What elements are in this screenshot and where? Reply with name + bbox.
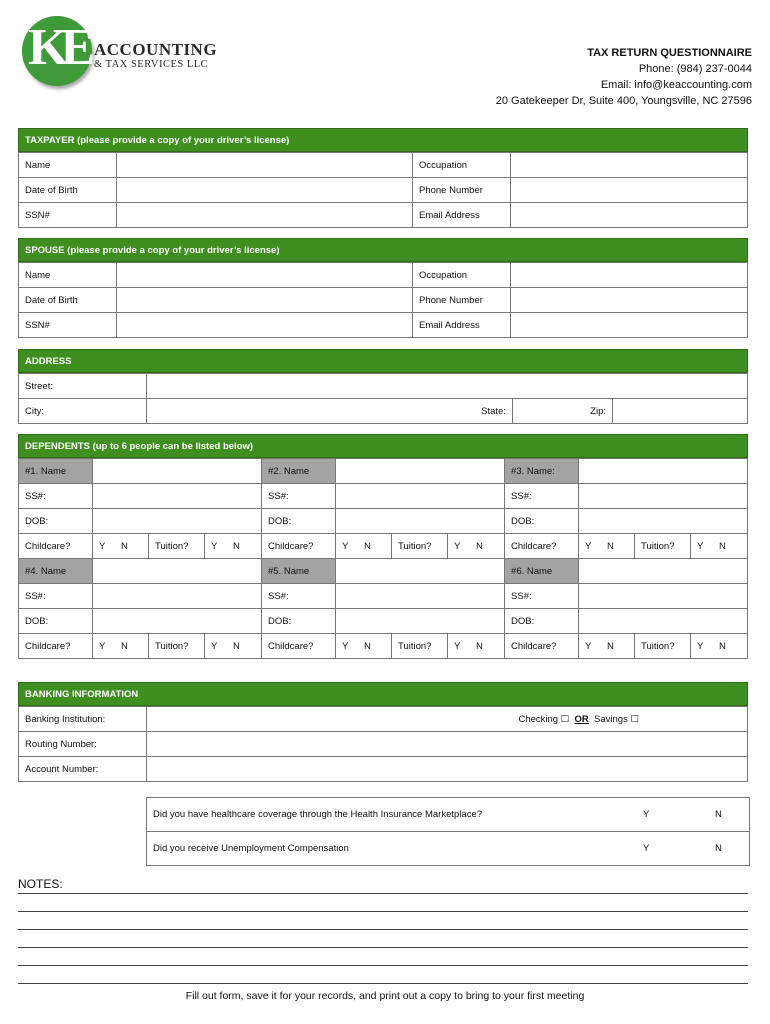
childcare-yn[interactable]: [579, 534, 635, 559]
tuition-yn[interactable]: [448, 634, 505, 659]
spouse-dob-label: Date of Birth: [19, 288, 117, 313]
no-option[interactable]: N: [607, 640, 614, 652]
taxpayer-heading: TAXPAYER (please provide a copy of your driver’s license): [18, 128, 748, 152]
tuition-label: Tuition?: [635, 634, 691, 659]
dependent-dob-row: [19, 609, 748, 634]
childcare-label: Childcare?: [19, 534, 93, 559]
dependent-name-field[interactable]: [336, 459, 505, 484]
dependent-dob-field[interactable]: [579, 609, 748, 634]
tuition-yn[interactable]: [448, 534, 505, 559]
taxpayer-dob-label: Date of Birth: [19, 178, 117, 203]
notes-label: NOTES:: [18, 877, 63, 891]
dependent-name-label: #1. Name: [19, 459, 93, 484]
no-option[interactable]: N: [719, 640, 726, 652]
city-field[interactable]: [147, 399, 513, 424]
dependent-name-label: #2. Name: [262, 459, 336, 484]
childcare-label: Childcare?: [262, 634, 336, 659]
childcare-yn[interactable]: [336, 534, 392, 559]
spouse-phone-field[interactable]: [511, 288, 748, 313]
taxpayer-email-label: Email Address: [413, 203, 511, 228]
taxpayer-occupation-field[interactable]: [511, 153, 748, 178]
city-label: City:: [19, 399, 147, 424]
no-option[interactable]: N: [121, 640, 128, 652]
notes-line[interactable]: [18, 930, 748, 948]
dependent-name-field[interactable]: [579, 459, 748, 484]
spouse-section: [18, 238, 748, 338]
no-option[interactable]: N: [607, 540, 614, 552]
email-text: Email: info@keaccounting.com: [600, 79, 752, 91]
childcare-yn[interactable]: [336, 634, 392, 659]
banking-institution-label: Banking Institution:: [19, 707, 147, 732]
dependent-ss-field[interactable]: [579, 484, 748, 509]
address-text: 20 Gatekeeper Dr, Suite 400, Youngsville, NC 27596: [495, 95, 752, 107]
questions-box: [146, 797, 750, 866]
childcare-label: Childcare?: [262, 534, 336, 559]
notes-line[interactable]: [18, 912, 748, 930]
account-number-field[interactable]: [147, 757, 748, 782]
dependent-name-row: [19, 459, 748, 484]
no-option[interactable]: N: [476, 540, 483, 552]
dependent-care-row: [19, 634, 748, 659]
dependent-ss-label: SS#:: [505, 584, 579, 609]
zip-label: Zip:: [590, 405, 606, 417]
dependent-dob-label: DOB:: [262, 609, 336, 634]
notes-line[interactable]: [18, 948, 748, 966]
yes-option[interactable]: Y: [697, 640, 704, 652]
dependent-dob-label: DOB:: [262, 509, 336, 534]
dependent-ss-label: SS#:: [262, 584, 336, 609]
dependent-dob-label: DOB:: [505, 609, 579, 634]
banking-section: [18, 682, 748, 782]
routing-number-field[interactable]: [147, 732, 748, 757]
dependent-name-field[interactable]: [579, 559, 748, 584]
spouse-table: [18, 262, 748, 338]
dependent-dob-field[interactable]: [579, 509, 748, 534]
banking-table: [18, 706, 748, 782]
state-label: State:: [481, 405, 506, 417]
no-option[interactable]: N: [233, 540, 240, 552]
childcare-yn[interactable]: [579, 634, 635, 659]
yes-option[interactable]: Y: [211, 540, 218, 552]
yes-option[interactable]: Y: [585, 540, 592, 552]
phone-text: Phone: (984) 237-0044: [638, 63, 752, 75]
dependent-ss-label: SS#:: [19, 584, 93, 609]
dependent-dob-field[interactable]: [336, 609, 505, 634]
address-table: [18, 373, 748, 424]
dependent-dob-field[interactable]: [93, 609, 262, 634]
question-row: [147, 832, 749, 865]
yes-option[interactable]: Y: [342, 640, 349, 652]
tuition-yn[interactable]: [205, 634, 262, 659]
dependent-ss-label: SS#:: [505, 484, 579, 509]
dependents-table: [18, 458, 748, 659]
dependent-ss-field[interactable]: [336, 584, 505, 609]
form-title: TAX RETURN QUESTIONNAIRE: [587, 47, 752, 59]
dependent-ss-row: [19, 484, 748, 509]
yes-option[interactable]: Y: [585, 640, 592, 652]
tuition-label: Tuition?: [392, 534, 448, 559]
dependent-name-label: #6. Name: [505, 559, 579, 584]
spouse-name-label: Name: [19, 263, 117, 288]
dependent-dob-field[interactable]: [93, 509, 262, 534]
yes-option[interactable]: Y: [99, 540, 106, 552]
taxpayer-email-field[interactable]: [511, 203, 748, 228]
dependent-ss-row: [19, 584, 748, 609]
taxpayer-ssn-label: SSN#: [19, 203, 117, 228]
spouse-phone-label: Phone Number: [413, 288, 511, 313]
dependent-dob-label: DOB:: [19, 509, 93, 534]
taxpayer-occupation-label: Occupation: [413, 153, 511, 178]
spouse-email-field[interactable]: [511, 313, 748, 338]
notes-line[interactable]: [18, 894, 748, 912]
childcare-label: Childcare?: [505, 534, 579, 559]
dependent-dob-row: [19, 509, 748, 534]
address-heading: ADDRESS: [18, 349, 748, 373]
dependent-ss-field[interactable]: [579, 584, 748, 609]
no-option[interactable]: N: [121, 540, 128, 552]
taxpayer-ssn-field[interactable]: [117, 203, 413, 228]
dependent-ss-field[interactable]: [93, 584, 262, 609]
childcare-yn[interactable]: [93, 534, 149, 559]
spouse-heading: SPOUSE (please provide a copy of your driver’s license): [18, 238, 748, 262]
dependent-name-row: [19, 559, 748, 584]
no-option[interactable]: N: [715, 809, 722, 820]
logo-line2: & TAX SERVICES LLC: [94, 59, 209, 70]
yes-option[interactable]: Y: [342, 540, 349, 552]
checking-checkbox[interactable]: Checking ☐: [518, 713, 570, 725]
company-logo: [22, 16, 218, 98]
dependent-name-label: #5. Name: [262, 559, 336, 584]
dependent-ss-field[interactable]: [93, 484, 262, 509]
tuition-label: Tuition?: [635, 534, 691, 559]
dependent-name-field[interactable]: [93, 459, 262, 484]
or-text: OR: [574, 713, 589, 725]
yes-option[interactable]: Y: [454, 640, 461, 652]
banking-heading: BANKING INFORMATION: [18, 682, 748, 706]
savings-checkbox[interactable]: Savings ☐: [594, 713, 639, 725]
address-section: [18, 349, 748, 424]
zip-field[interactable]: [613, 399, 748, 424]
childcare-label: Childcare?: [19, 634, 93, 659]
tuition-label: Tuition?: [392, 634, 448, 659]
yes-option[interactable]: Y: [643, 809, 650, 820]
yes-option[interactable]: Y: [643, 843, 650, 854]
tuition-label: Tuition?: [149, 634, 205, 659]
dependent-ss-label: SS#:: [19, 484, 93, 509]
spouse-occupation-label: Occupation: [413, 263, 511, 288]
question-row: [147, 798, 749, 832]
no-option[interactable]: N: [719, 540, 726, 552]
street-label: Street:: [19, 374, 147, 399]
question-text: Did you have healthcare coverage through the Health Insurance Marketplace?: [153, 809, 483, 820]
yes-option[interactable]: Y: [454, 540, 461, 552]
state-field[interactable]: [513, 399, 613, 424]
routing-number-label: Routing Number:: [19, 732, 147, 757]
taxpayer-name-field[interactable]: [117, 153, 413, 178]
dependent-dob-label: DOB:: [19, 609, 93, 634]
taxpayer-phone-field[interactable]: [511, 178, 748, 203]
logo-line1: ACCOUNTING: [94, 40, 218, 59]
spouse-ssn-field[interactable]: [117, 313, 413, 338]
dependent-dob-field[interactable]: [336, 509, 505, 534]
yes-option[interactable]: Y: [99, 640, 106, 652]
dependent-name-label: #4. Name: [19, 559, 93, 584]
dependent-name-field[interactable]: [93, 559, 262, 584]
spouse-name-field[interactable]: [117, 263, 413, 288]
spouse-ssn-label: SSN#: [19, 313, 117, 338]
street-field[interactable]: [147, 374, 748, 399]
tuition-yn[interactable]: [691, 534, 748, 559]
account-number-label: Account Number:: [19, 757, 147, 782]
spouse-occupation-field[interactable]: [511, 263, 748, 288]
no-option[interactable]: N: [364, 640, 371, 652]
yes-option[interactable]: Y: [697, 540, 704, 552]
taxpayer-table: [18, 152, 748, 228]
no-option[interactable]: N: [364, 540, 371, 552]
taxpayer-dob-field[interactable]: [117, 178, 413, 203]
yes-option[interactable]: Y: [211, 640, 218, 652]
footer-instructions: Fill out form, save it for your records, and print out a copy to bring to your first meeting: [185, 990, 585, 1002]
question-text: Did you receive Unemployment Compensation: [153, 843, 349, 854]
dependent-name-label: #3. Name:: [505, 459, 579, 484]
dependent-ss-label: SS#:: [262, 484, 336, 509]
dependent-dob-label: DOB:: [505, 509, 579, 534]
dependent-care-row: [19, 534, 748, 559]
childcare-yn[interactable]: [93, 634, 149, 659]
spouse-email-label: Email Address: [413, 313, 511, 338]
notes-area[interactable]: [18, 876, 748, 984]
banking-institution-field[interactable]: [147, 707, 748, 732]
no-option[interactable]: N: [476, 640, 483, 652]
notes-line[interactable]: [18, 966, 748, 984]
dependent-ss-field[interactable]: [336, 484, 505, 509]
no-option[interactable]: N: [233, 640, 240, 652]
taxpayer-phone-label: Phone Number: [413, 178, 511, 203]
tuition-label: Tuition?: [149, 534, 205, 559]
dependents-section: [18, 434, 748, 659]
childcare-label: Childcare?: [505, 634, 579, 659]
dependents-heading: DEPENDENTS (up to 6 people can be listed below): [18, 434, 748, 458]
taxpayer-section: [18, 128, 748, 228]
logo-mark: KE: [28, 19, 88, 76]
taxpayer-name-label: Name: [19, 153, 117, 178]
header-info: [496, 45, 752, 109]
spouse-dob-field[interactable]: [117, 288, 413, 313]
tuition-yn[interactable]: [691, 634, 748, 659]
notes-line[interactable]: [18, 876, 748, 894]
dependent-name-field[interactable]: [336, 559, 505, 584]
tuition-yn[interactable]: [205, 534, 262, 559]
no-option[interactable]: N: [715, 843, 722, 854]
